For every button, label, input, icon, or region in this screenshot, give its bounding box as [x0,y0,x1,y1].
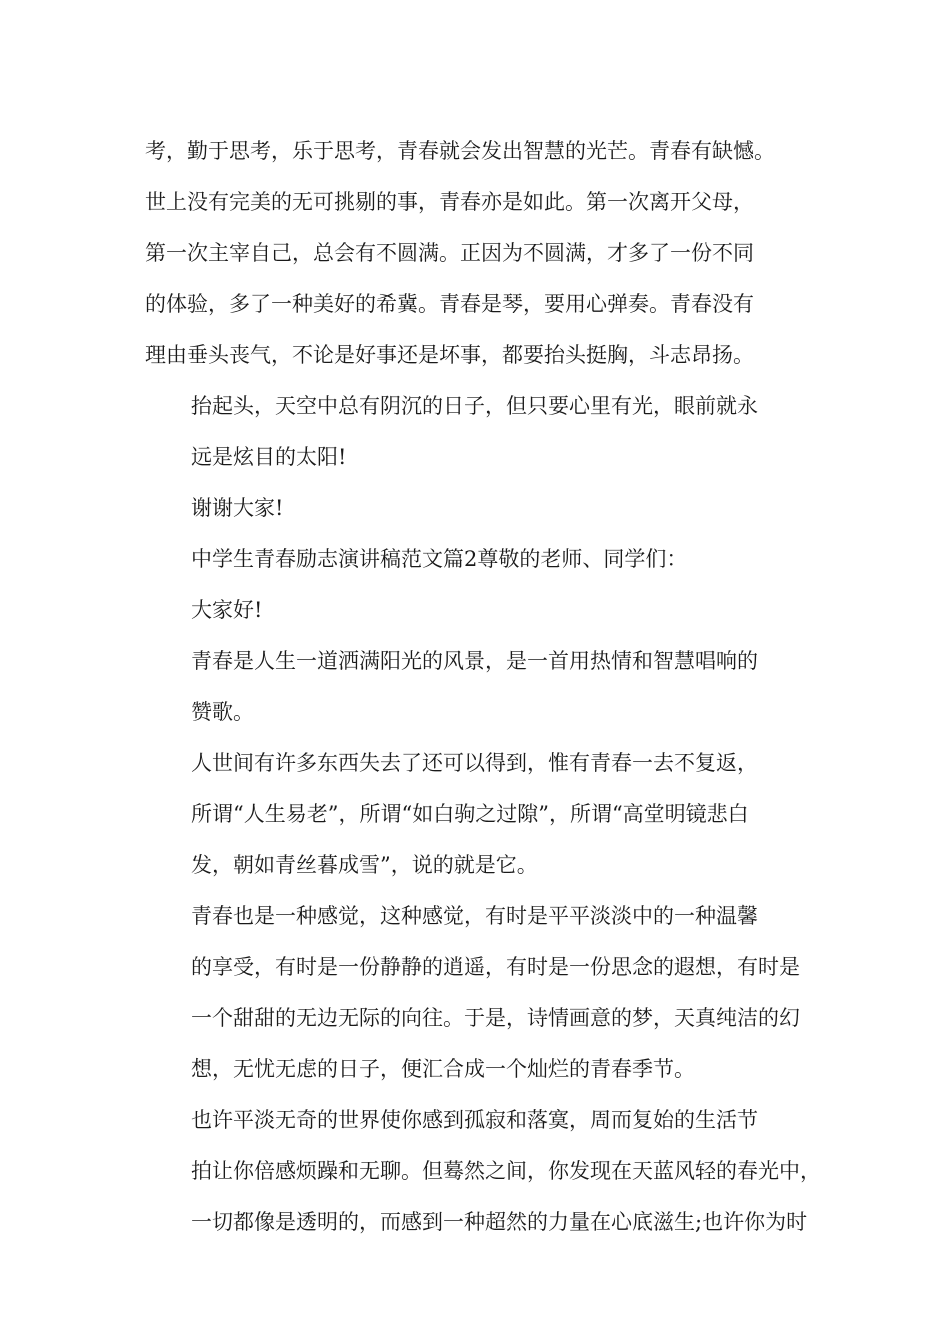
paragraph [145,738,825,891]
document-body [145,126,825,1248]
text-line: 的享受，有时是一份静静的逍遥，有时是一份思念的遐想，有时是 [191,955,800,979]
text-line: 一切都像是透明的，而感到一种超然的力量在心底滋生;也许你为时 [191,1210,808,1234]
text-line: 一个甜甜的无边无际的向往。于是，诗情画意的梦，天真纯洁的幻 [191,1006,800,1030]
text-line: 的体验，多了一种美好的希冀。青春是琴，要用心弹奏。青春没有 [145,292,754,316]
paragraph [145,534,825,585]
text-line: 青春是人生一道洒满阳光的风景，是一首用热情和智慧唱响的 [191,649,758,673]
paragraph [145,636,825,738]
text-line: 青春也是一种感觉，这种感觉，有时是平平淡淡中的一种温馨 [191,904,758,928]
text-line: 拍让你倍感烦躁和无聊。但蓦然之间，你发现在天蓝风轻的春光中， [191,1159,821,1183]
paragraph [145,126,825,381]
text-line: 抬起头，天空中总有阴沉的日子，但只要心里有光，眼前就永 [191,394,758,418]
text-line: 想，无忧无虑的日子，便汇合成一个灿烂的青春季节。 [191,1057,695,1081]
text-line: 发，朝如青丝暮成雪”，说的就是它。 [191,853,538,877]
paragraph [145,381,825,483]
text-line: 中学生青春励志演讲稿范文篇2尊敬的老师、同学们： [191,547,688,571]
text-line: 考，勤于思考，乐于思考，青春就会发出智慧的光芒。青春有缺憾。 [145,139,775,163]
text-line: 所谓“人生易老”，所谓“如白驹之过隙”，所谓“高堂明镜悲白 [191,802,749,826]
text-line: 理由垂头丧气，不论是好事还是坏事，都要抬头挺胸，斗志昂扬。 [145,343,754,367]
text-line: 第一次主宰自己，总会有不圆满。正因为不圆满，才多了一份不同 [145,241,754,265]
paragraph [145,483,825,534]
text-line: 也许平淡无奇的世界使你感到孤寂和落寞，周而复始的生活节 [191,1108,758,1132]
text-line: 世上没有完美的无可挑剔的事，青春亦是如此。第一次离开父母， [145,190,754,214]
paragraph [145,891,825,1095]
text-line: 谢谢大家! [191,496,284,520]
paragraph [145,1095,825,1248]
text-line: 远是炫目的太阳! [191,445,347,469]
text-line: 赞歌。 [191,700,254,724]
text-line: 大家好! [191,598,263,622]
paragraph [145,585,825,636]
text-line: 人世间有许多东西失去了还可以得到，惟有青春一去不复返， [191,751,758,775]
